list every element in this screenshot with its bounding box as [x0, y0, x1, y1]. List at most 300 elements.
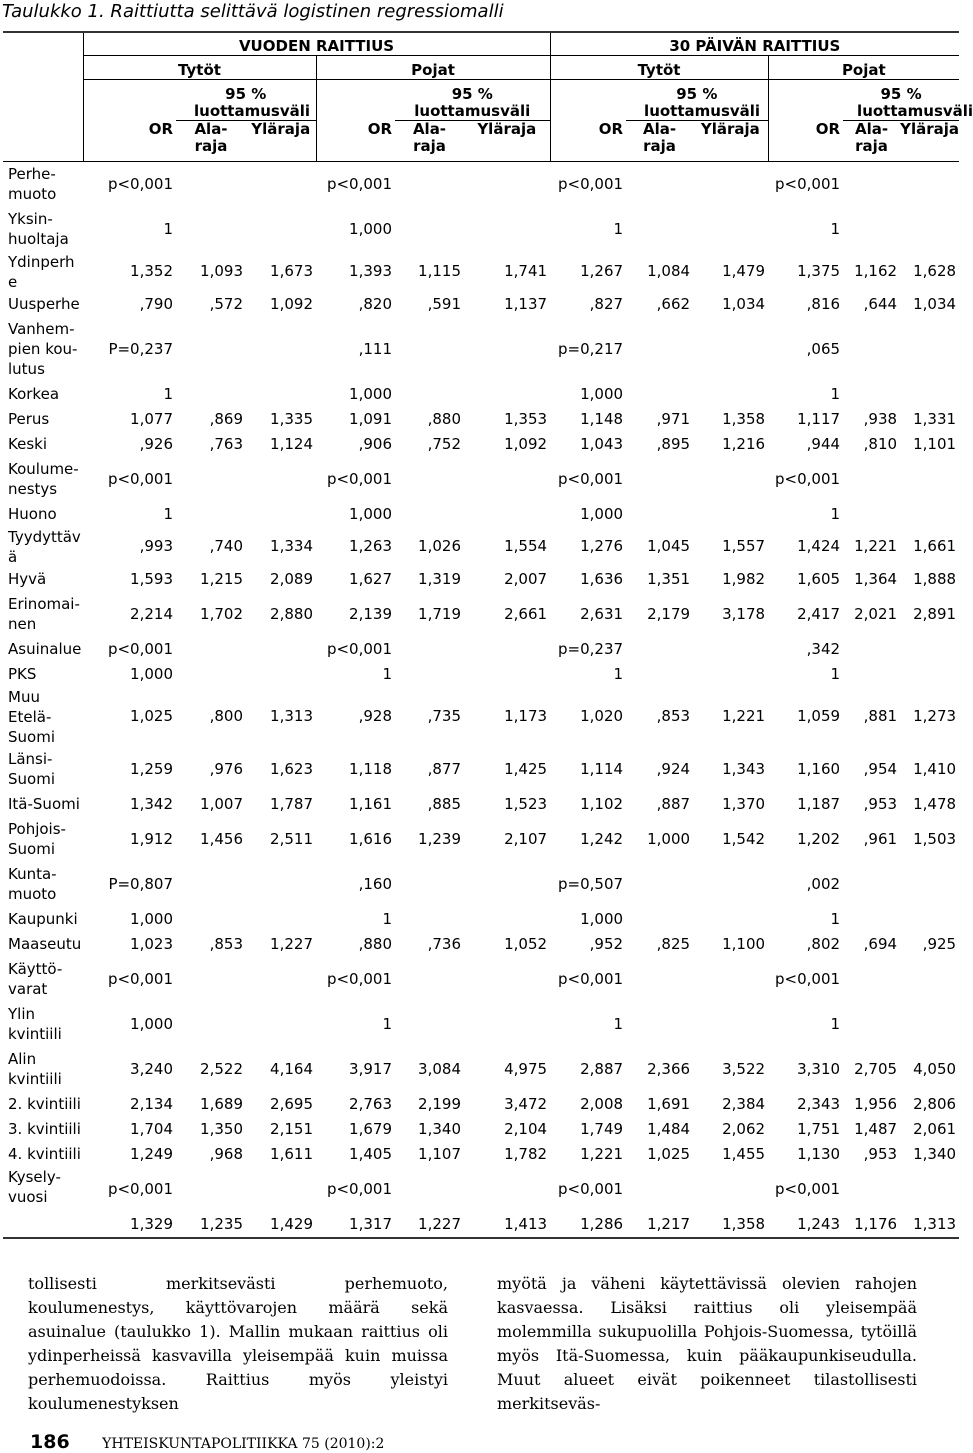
table-cell: ,002 — [806, 874, 841, 893]
table-cell — [464, 161, 550, 207]
table-cell: ,160 — [358, 874, 392, 893]
table-cell: ,810 — [863, 434, 898, 453]
row-label: PKS — [8, 665, 37, 683]
table-cell — [693, 382, 768, 407]
table-cell: 1 — [830, 504, 841, 523]
table-cell: 1,114 — [580, 759, 624, 778]
table-header — [3, 32, 973, 161]
table-cell — [900, 502, 959, 527]
header-or: OR — [768, 121, 843, 162]
table-cell — [626, 662, 693, 687]
table-cell — [176, 1002, 246, 1047]
table-cell: ,877 — [427, 759, 461, 778]
table-cell: 1,173 — [504, 707, 548, 725]
table-cell: 1 — [613, 219, 624, 238]
table-cell: p=0,237 — [558, 639, 624, 658]
table-cell: 2,107 — [504, 829, 548, 848]
table-cell — [246, 862, 316, 907]
table-cell: 1,702 — [200, 604, 243, 623]
row-label: Uusperhe — [8, 295, 80, 313]
table-cell: ,906 — [358, 434, 392, 453]
table-cell: 1,243 — [768, 1212, 843, 1238]
table-cell: p<0,001 — [107, 1179, 173, 1198]
table-cell: p<0,001 — [775, 1179, 841, 1198]
table-cell: ,825 — [656, 934, 691, 953]
table-cell: 1,478 — [913, 794, 957, 813]
table-cell: 1,523 — [504, 794, 548, 813]
table-cell: 1,100 — [722, 934, 766, 953]
table-cell: 1,025 — [647, 1144, 691, 1163]
table-cell — [464, 207, 550, 252]
table-row — [3, 637, 959, 662]
table-cell — [900, 382, 959, 407]
table-cell: p<0,001 — [107, 969, 173, 988]
table-cell: 2,695 — [270, 1094, 313, 1113]
row-label: Maaseutu — [8, 935, 82, 953]
table-cell: 2,199 — [418, 1094, 461, 1113]
table-cell: 1,187 — [797, 794, 841, 813]
table-cell: 1,358 — [722, 409, 766, 428]
header-ci: 95 % luottamusväli — [626, 80, 768, 121]
table-cell — [395, 502, 464, 527]
table-cell — [843, 637, 900, 662]
table-cell: 1,313 — [270, 707, 313, 725]
table-row — [3, 817, 959, 862]
table-cell: ,993 — [139, 537, 173, 555]
table-cell: 1 — [830, 909, 841, 928]
table-cell: 3,522 — [722, 1059, 766, 1078]
table-cell: p=0,217 — [558, 339, 624, 358]
table-cell: 1 — [613, 1014, 624, 1033]
table-cell — [464, 957, 550, 1002]
table-cell — [693, 957, 768, 1002]
table-cell: 1,160 — [797, 759, 841, 778]
table-cell: 1,616 — [349, 829, 392, 848]
table-cell: 1,343 — [722, 759, 766, 778]
table-cell — [395, 457, 464, 502]
table-cell: 1,043 — [580, 434, 624, 453]
table-cell — [395, 957, 464, 1002]
header-or: OR — [83, 121, 176, 162]
table-cell — [246, 161, 316, 207]
header-upper: Yläraja — [693, 121, 768, 162]
table-cell: 1,429 — [246, 1212, 316, 1238]
table-cell — [626, 1002, 693, 1047]
table-row — [3, 792, 959, 817]
table-cell: 1,351 — [647, 569, 691, 588]
table-cell: 1,317 — [316, 1212, 395, 1238]
table-cell: 2,008 — [580, 1094, 624, 1113]
table-row — [3, 957, 959, 1002]
table-cell: ,885 — [427, 794, 461, 813]
table-cell: 1,557 — [722, 537, 766, 555]
table-cell: ,591 — [427, 294, 461, 313]
row-label: Huono — [8, 505, 57, 523]
table-cell: 1,689 — [200, 1094, 243, 1113]
table-cell: ,925 — [922, 934, 957, 953]
row-label: Erinomai-nen — [8, 595, 80, 633]
table-cell — [693, 637, 768, 662]
table-cell: 2,705 — [854, 1059, 898, 1078]
table-cell: 1,353 — [504, 409, 548, 428]
header-boys: Pojat — [316, 56, 550, 80]
table-cell: 2,763 — [349, 1094, 392, 1113]
table-cell: 1,751 — [797, 1119, 841, 1138]
table-cell: 1,636 — [580, 569, 624, 588]
table-cell — [843, 1002, 900, 1047]
table-cell — [900, 862, 959, 907]
table-cell: 1,115 — [418, 262, 461, 280]
table-row — [3, 207, 959, 252]
table-cell: 1,091 — [349, 409, 392, 428]
table-cell — [900, 317, 959, 382]
table-cell: 1,782 — [504, 1144, 548, 1163]
table-cell: ,954 — [863, 759, 898, 778]
header-girls: Tytöt — [550, 56, 768, 80]
table-cell — [900, 957, 959, 1002]
table-row — [3, 567, 959, 592]
table-row — [3, 747, 959, 792]
table-cell: p=0,507 — [558, 874, 624, 893]
table-cell: 1,741 — [504, 262, 548, 280]
table-cell: ,853 — [656, 707, 691, 725]
row-label: 2. kvintiili — [8, 1095, 81, 1113]
row-label: Perus — [8, 410, 50, 428]
row-label: Korkea — [8, 385, 60, 403]
table-cell: 1,148 — [580, 409, 624, 428]
table-cell — [693, 207, 768, 252]
header-lower: Ala-raja — [176, 121, 246, 162]
table-cell: 2,062 — [722, 1119, 766, 1138]
table-cell: 1,340 — [913, 1144, 957, 1163]
table-cell — [246, 662, 316, 687]
table-cell: 2,522 — [200, 1059, 243, 1078]
header-upper: Yläraja — [246, 121, 316, 162]
row-label: Itä-Suomi — [8, 795, 80, 813]
table-cell: 1 — [163, 384, 173, 403]
table-cell — [626, 907, 693, 932]
table-cell: ,790 — [139, 294, 173, 313]
table-cell: 1,352 — [130, 262, 173, 280]
table-cell: 2,007 — [504, 569, 548, 588]
table-cell: 3,084 — [418, 1059, 461, 1078]
table-cell: 1,340 — [418, 1119, 461, 1138]
table-cell — [464, 317, 550, 382]
table-row — [3, 432, 959, 457]
table-cell — [843, 502, 900, 527]
table-cell: 1,704 — [130, 1119, 173, 1138]
table-cell: 1,000 — [130, 1014, 173, 1033]
table-cell: 1,117 — [797, 409, 841, 428]
table-cell: 1,329 — [83, 1212, 176, 1238]
table-cell: 1,484 — [647, 1119, 691, 1138]
table-cell — [843, 382, 900, 407]
table-cell: 1,410 — [913, 759, 957, 778]
table-cell: ,802 — [806, 934, 841, 953]
table-cell — [176, 207, 246, 252]
table-cell — [246, 637, 316, 662]
table-cell: ,065 — [806, 339, 841, 358]
table-cell: 1 — [613, 664, 624, 683]
table-cell: ,572 — [209, 294, 243, 313]
table-cell: 1,077 — [130, 409, 173, 428]
table-cell — [395, 637, 464, 662]
table-cell — [395, 382, 464, 407]
table-cell: ,342 — [806, 639, 841, 658]
table-cell: 1,093 — [200, 262, 243, 280]
table-cell — [395, 662, 464, 687]
table-cell: p<0,001 — [107, 469, 173, 488]
table-row — [3, 862, 959, 907]
table-cell: p<0,001 — [326, 1179, 392, 1198]
table-cell: 1,554 — [504, 537, 548, 555]
table-cell — [176, 457, 246, 502]
table-cell — [693, 662, 768, 687]
header-boys: Pojat — [768, 56, 959, 80]
header-or: OR — [550, 121, 626, 162]
row-label: Hyvä — [8, 570, 47, 588]
table-cell — [395, 862, 464, 907]
table-caption: Taulukko 1. Raittiutta selittävä logistinen regressiomalli — [2, 1, 504, 22]
table-cell: 1,034 — [913, 294, 957, 313]
table-cell: 1,000 — [647, 829, 691, 848]
table-cell: 2,366 — [647, 1059, 691, 1078]
table-cell — [395, 1002, 464, 1047]
table-cell: p<0,001 — [558, 469, 624, 488]
table-cell: ,827 — [589, 294, 624, 313]
table-row — [3, 592, 959, 637]
table-cell: p<0,001 — [326, 639, 392, 658]
table-cell — [395, 907, 464, 932]
table-cell: p<0,001 — [326, 969, 392, 988]
table-cell: 1,593 — [130, 569, 173, 588]
table-cell: 1,982 — [722, 569, 766, 588]
table-row — [3, 382, 959, 407]
table-cell — [246, 957, 316, 1002]
table-cell: 1,242 — [580, 829, 624, 848]
table-cell: p<0,001 — [558, 1179, 624, 1198]
table-row — [3, 161, 959, 207]
table-cell: 3,917 — [349, 1059, 392, 1078]
table-cell — [395, 1167, 464, 1212]
table-cell: 1,216 — [722, 434, 766, 453]
table-cell: 1,627 — [349, 569, 392, 588]
table-cell: ,763 — [209, 434, 243, 453]
table-cell: p<0,001 — [775, 174, 841, 193]
table-cell: 2,061 — [913, 1119, 957, 1138]
table-cell — [246, 502, 316, 527]
table-cell: 1,263 — [349, 537, 392, 555]
table-cell: 1 — [830, 664, 841, 683]
row-label: Keski — [8, 435, 47, 453]
table-cell — [843, 207, 900, 252]
table-cell: 1,000 — [130, 909, 173, 928]
table-cell: 2,806 — [913, 1094, 957, 1113]
table-cell — [693, 862, 768, 907]
row-label — [3, 1212, 83, 1238]
table-cell: 4,164 — [270, 1059, 313, 1078]
table-cell — [843, 662, 900, 687]
table-cell: 2,021 — [854, 604, 898, 623]
table-cell: 1,023 — [130, 934, 173, 953]
table-cell: 1,719 — [418, 604, 461, 623]
table-cell — [395, 161, 464, 207]
header-ci: 95 % luottamusväli — [176, 80, 316, 121]
table-cell: p<0,001 — [558, 969, 624, 988]
row-label: Ylin kvintiili — [8, 1005, 62, 1043]
table-cell: 1,025 — [130, 707, 173, 725]
table-row — [3, 252, 959, 292]
table-cell — [464, 1002, 550, 1047]
table-cell: 1,221 — [722, 707, 766, 725]
table-cell: 1,393 — [349, 262, 392, 280]
table-cell — [626, 1167, 693, 1212]
row-label: Länsi-Suomi — [8, 750, 55, 788]
table-row — [3, 687, 959, 747]
table-cell: 2,139 — [349, 604, 392, 623]
table-cell — [843, 1167, 900, 1212]
table-cell: ,895 — [656, 434, 691, 453]
table-cell: 1,007 — [200, 794, 243, 813]
table-cell: 1,273 — [913, 707, 957, 725]
table-cell: ,694 — [863, 934, 898, 953]
table-cell — [464, 907, 550, 932]
table-cell: 1,162 — [854, 262, 898, 280]
row-label: Alin kvintiili — [8, 1050, 62, 1088]
table-cell — [176, 907, 246, 932]
table-row — [3, 907, 959, 932]
table-cell: 1,130 — [797, 1144, 841, 1163]
table-cell: ,928 — [358, 707, 392, 725]
table-cell — [626, 457, 693, 502]
table-cell: 1,628 — [913, 262, 957, 280]
table-cell — [176, 957, 246, 1002]
table-cell — [176, 161, 246, 207]
row-label: Vanhem-pien kou-lutus — [8, 320, 78, 378]
row-label: Tyydyttävä — [8, 527, 81, 566]
table-cell — [900, 457, 959, 502]
table-cell: 1,118 — [349, 759, 392, 778]
table-cell — [246, 907, 316, 932]
row-label: 4. kvintiili — [8, 1145, 81, 1163]
table-cell: 2,134 — [130, 1094, 173, 1113]
regression-table — [3, 31, 973, 1239]
table-cell: 2,880 — [270, 604, 313, 623]
table-cell — [246, 1167, 316, 1212]
table-cell: 1,370 — [722, 794, 766, 813]
table-cell: 1,052 — [504, 934, 548, 953]
table-cell: 1,749 — [580, 1119, 624, 1138]
table-cell — [693, 161, 768, 207]
table-cell: 4,050 — [913, 1059, 957, 1078]
table-cell: 1,335 — [270, 409, 313, 428]
table-cell — [693, 457, 768, 502]
table-cell: 1,479 — [722, 262, 766, 280]
table-cell: ,662 — [656, 294, 691, 313]
table-cell: ,111 — [358, 339, 392, 358]
table-cell: 1,000 — [349, 219, 392, 238]
table-cell — [626, 207, 693, 252]
table-cell: 1,176 — [843, 1212, 900, 1238]
table-cell — [900, 907, 959, 932]
table-cell: 1,487 — [854, 1119, 898, 1138]
header-upper: Yläraja — [464, 121, 550, 162]
header-lower: Ala-raja — [395, 121, 464, 162]
table-cell: ,752 — [427, 434, 461, 453]
table-cell: 1,221 — [580, 1144, 624, 1163]
table-cell: p<0,001 — [107, 639, 173, 658]
table-cell — [626, 382, 693, 407]
table-cell: 1,000 — [580, 384, 624, 403]
table-cell: 1,026 — [418, 537, 461, 555]
table-cell: 4,975 — [504, 1059, 548, 1078]
table-cell: ,887 — [656, 794, 691, 813]
table-cell: 1,000 — [580, 504, 624, 523]
table-cell: 1,215 — [200, 569, 243, 588]
header-lower: Ala-raja — [626, 121, 693, 162]
table-cell — [464, 662, 550, 687]
table-cell: ,952 — [589, 934, 624, 953]
table-cell: 1,000 — [130, 664, 173, 683]
table-cell — [843, 317, 900, 382]
table-cell: 1,092 — [504, 434, 548, 453]
table-cell: 1,364 — [854, 569, 898, 588]
header-girls: Tytöt — [83, 56, 316, 80]
page-footer — [30, 1431, 384, 1453]
row-label: Pohjois-Suomi — [8, 820, 66, 858]
table-cell: 1,239 — [418, 829, 461, 848]
header-ci: 95 % luottamusväli — [395, 80, 550, 121]
table-cell: 1 — [830, 1014, 841, 1033]
table-cell — [464, 502, 550, 527]
table-cell: ,740 — [209, 537, 243, 555]
table-cell: p<0,001 — [326, 174, 392, 193]
table-cell: 1,611 — [270, 1144, 313, 1163]
table-cell — [176, 317, 246, 382]
table-cell: 1,286 — [550, 1212, 626, 1238]
table-cell: 1,331 — [913, 409, 957, 428]
journal-name: YHTEISKUNTAPOLITIIKKA 75 (2010):2 — [102, 1436, 385, 1452]
table-cell — [176, 382, 246, 407]
table-cell: ,869 — [209, 409, 243, 428]
row-label: Käyttö-varat — [8, 960, 63, 998]
row-label: Asuinalue — [8, 640, 82, 658]
table-cell: ,881 — [863, 707, 898, 725]
table-cell: 1,000 — [580, 909, 624, 928]
table-cell — [464, 457, 550, 502]
table-cell: 2,417 — [797, 604, 841, 623]
table-cell: 1,000 — [349, 384, 392, 403]
table-cell: 3,178 — [722, 604, 766, 623]
table-cell: 2,343 — [797, 1094, 841, 1113]
table-row — [3, 1167, 959, 1212]
table-cell: 1,319 — [418, 569, 461, 588]
body-text-right: myötä ja väheni käytettävissä olevien rahojen kasvaessa. Lisäksi raittius oli yleisempää molemmilla sukupuolilla Pohjois-Suomessa, tytöillä myös Itä-Suomessa, kuin pääkaupunkiseudulla. Muut alueet eivät poikenneet tilastollisesti merkitseväs- — [497, 1274, 917, 1413]
header-lower: Ala-raja — [843, 121, 900, 162]
table-row — [3, 1092, 959, 1117]
table-cell — [626, 317, 693, 382]
row-label: Kysely-vuosi — [8, 1167, 61, 1206]
table-cell — [176, 502, 246, 527]
table-cell: P=0,237 — [108, 339, 173, 358]
table-row — [3, 662, 959, 687]
table-row — [3, 1212, 959, 1238]
table-cell: ,880 — [358, 934, 392, 953]
table-cell: 1,375 — [797, 262, 841, 280]
table-cell: ,820 — [358, 294, 392, 313]
table-cell — [246, 317, 316, 382]
table-cell: 1,424 — [797, 537, 841, 555]
